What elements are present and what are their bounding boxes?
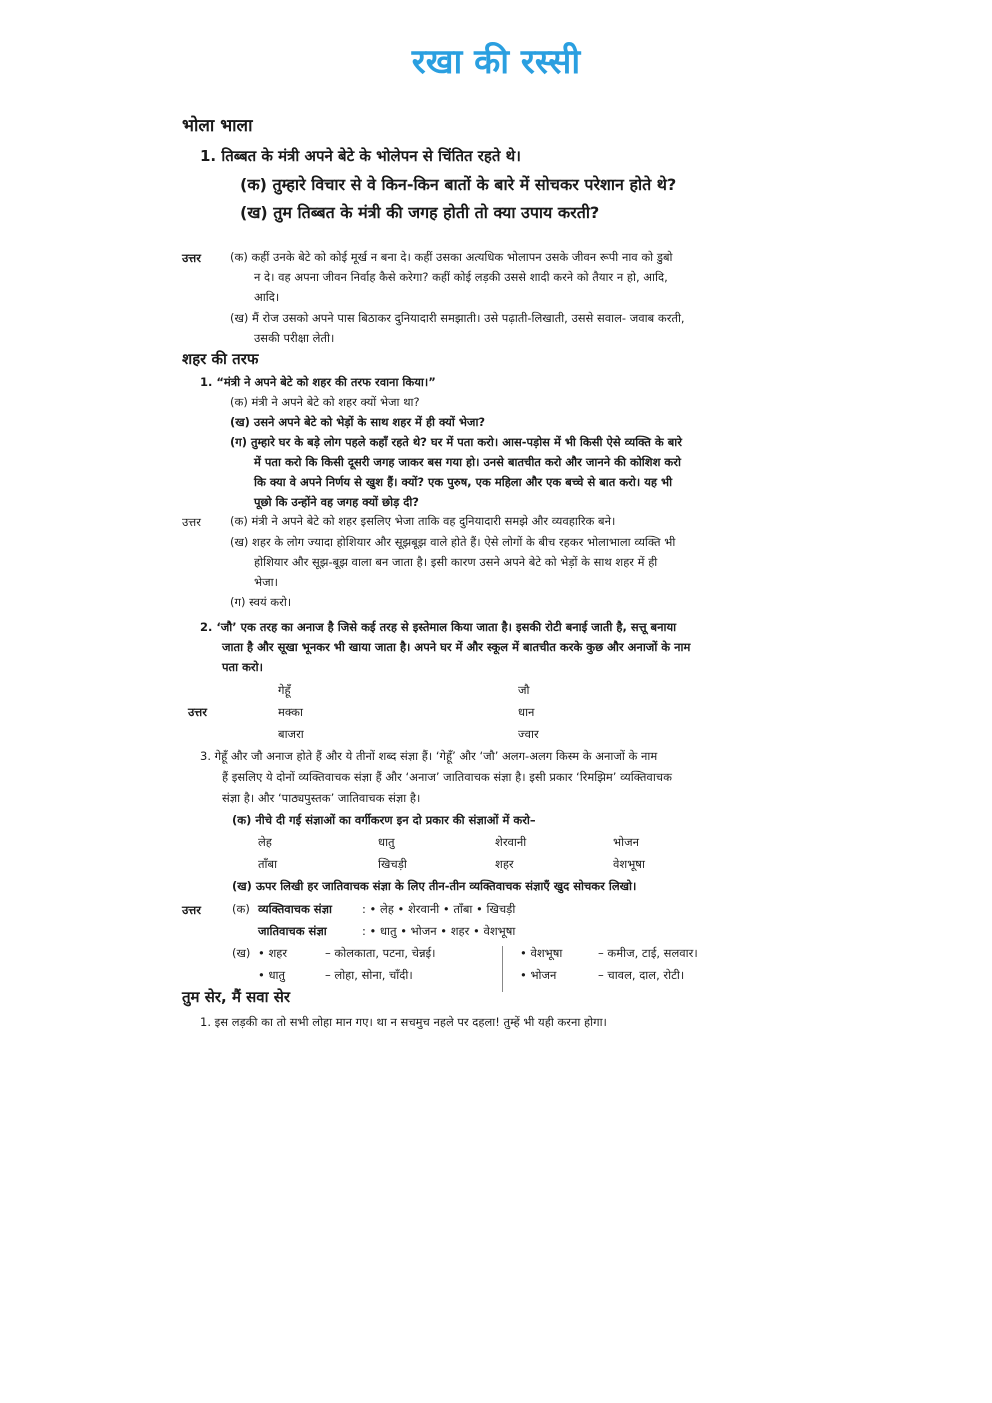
answer-line: : • लेह • शेरवानी • ताँबा • खिचड़ी — [362, 902, 516, 916]
question-line: हैं इसलिए ये दोनों व्यक्तिवाचक संज्ञा हैं और ‘अनाज’ जातिवाचक संज्ञा है। इसी प्रकार ‘रिमझिम’ व्यक्तिवाचक — [222, 770, 672, 784]
answer-term: जातिवाचक संज्ञा — [258, 924, 327, 938]
answer-line: (क) मंत्री ने अपने बेटे को शहर इसलिए भेजा ताकि वह दुनियादारी समझे और व्यवहारिक बने। — [230, 514, 616, 528]
column-divider — [502, 946, 503, 992]
grain: मक्का — [278, 705, 303, 719]
grain: गेहूँ — [278, 683, 291, 697]
noun: भोजन — [613, 835, 639, 849]
answer-line: (ख) मैं रोज उसको अपने पास बिठाकर दुनियादारी समझाती। उसे पढ़ाती-लिखाती, उससे सवाल- जवाब करती, — [230, 311, 685, 325]
answer-line: भेजा। — [254, 575, 278, 589]
question-line: जाता है और सूखा भूनकर भी खाया जाता है। अपने घर में और स्कूल में बातचीत करके कुछ और अनाजों के नाम — [222, 640, 691, 654]
answer-term: व्यक्तिवाचक संज्ञा — [258, 902, 332, 916]
answer-key: • वेशभूषा — [520, 946, 563, 960]
question: 1. इस लड़की का तो सभी लोहा मान गए। था न सचमुच नहले पर दहला! तुम्हें भी यही करना होगा। — [200, 1015, 607, 1029]
section-heading: शहर की तरफ — [182, 350, 259, 368]
answer-value: – लोहा, सोना, चाँदी। — [325, 968, 413, 982]
answer-value: – कमीज, टाई, सलवार। — [598, 946, 698, 960]
question-line: पूछो कि उन्होंने वह जगह क्यों छोड़ दी? — [254, 495, 419, 509]
question-line: कि क्या वे अपने निर्णय से खुश हैं। क्यों? एक पुरुष, एक महिला और एक बच्चे से बात करो। यह भी — [254, 475, 673, 489]
grain: जौ — [518, 683, 530, 697]
question: 1. “मंत्री ने अपने बेटे को शहर की तरफ रवाना किया।” — [200, 375, 436, 389]
answer-label: उत्तर — [182, 903, 201, 917]
noun: शेरवानी — [495, 835, 527, 849]
answer-prefix: (ख) — [232, 946, 251, 960]
question-line: संज्ञा है। और ‘पाठ्यपुस्तक’ जातिवाचक संज्ञा है। — [222, 791, 421, 805]
question: (क) मंत्री ने अपने बेटे को शहर क्यों भेजा था? — [230, 395, 420, 409]
question: (क) नीचे दी गई संज्ञाओं का वर्गीकरण इन दो प्रकार की संज्ञाओं में करो– — [232, 813, 536, 827]
question: (क) तुम्हारे विचार से वे किन-किन बातों के बारे में सोचकर परेशान होते थे? — [240, 175, 677, 194]
question: (ख) उसने अपने बेटे को भेड़ों के साथ शहर में ही क्यों भेजा? — [230, 415, 486, 429]
question-line: 3. गेहूँ और जौ अनाज होते हैं और ये तीनों शब्द संज्ञा हैं। ‘गेहूँ’ और ‘जौ’ अलग-अलग किस्म के अनाजों के नाम — [200, 749, 658, 763]
noun: खिचड़ी — [378, 857, 407, 871]
grain: बाजरा — [278, 727, 304, 741]
answer-line: : • धातु • भोजन • शहर • वेशभूषा — [362, 924, 516, 938]
answer-line: न दे। वह अपना जीवन निर्वाह कैसे करेगा? कहीं कोई लड़की उससे शादी करने को तैयार न हो, आदि, — [254, 270, 668, 284]
answer-label: उत्तर — [182, 251, 201, 265]
question: (ख) ऊपर लिखी हर जातिवाचक संज्ञा के लिए तीन-तीन व्यक्तिवाचक संज्ञाएँ खुद सोचकर लिखो। — [232, 879, 637, 893]
answer-label: उत्तर — [188, 705, 207, 719]
answer-line: उसकी परीक्षा लेती। — [254, 331, 335, 345]
question: (ख) तुम तिब्बत के मंत्री की जगह होती तो क्या उपाय करती? — [240, 203, 600, 222]
answer-value: – कोलकाता, पटना, चेन्नई। — [325, 946, 436, 960]
noun: ताँबा — [258, 857, 278, 871]
question: 1. तिब्बत के मंत्री अपने बेटे के भोलेपन से चिंतित रहते थे। — [200, 147, 521, 165]
answer-label: उत्तर — [182, 515, 201, 529]
answer-line: आदि। — [254, 290, 280, 304]
noun: वेशभूषा — [613, 857, 645, 871]
answer-prefix: (क) — [232, 902, 250, 916]
question-line: में पता करो कि किसी दूसरी जगह जाकर बस गया हो। उनसे बातचीत करो और जानने की कोशिश करो — [254, 455, 681, 469]
question-line: पता करो। — [222, 660, 263, 674]
noun: धातु — [378, 835, 395, 849]
answer-key: • भोजन — [520, 968, 557, 982]
answer-line: होशियार और सूझ-बूझ वाला बन जाता है। इसी कारण उसने अपने बेटे को भेड़ों के साथ शहर में ही — [254, 555, 658, 569]
answer-value: – चावल, दाल, रोटी। — [598, 968, 685, 982]
page-title: रखा की रस्सी — [411, 42, 581, 82]
answer-key: • शहर — [258, 946, 288, 960]
grain: ज्वार — [518, 727, 539, 741]
answer-line: (ख) शहर के लोग ज्यादा होशियार और सूझबूझ वाले होते हैं। ऐसे लोगों के बीच रहकर भोलाभाला व्यक्ति भी — [230, 535, 676, 549]
section-heading: तुम सेर, मैं सवा सेर — [182, 988, 290, 1006]
question-line: (ग) तुम्हारे घर के बड़े लोग पहले कहाँ रहते थे? घर में पता करो। आस-पड़ोस में भी किसी ऐसे व्यक्ति के बारे — [230, 435, 682, 449]
section-heading: भोला भाला — [182, 116, 253, 136]
noun: शहर — [495, 857, 514, 871]
answer-line: (क) कहीं उनके बेटे को कोई मूर्ख न बना दे। कहीं उसका अत्यधिक भोलापन उसके जीवन रूपी नाव को डुबो — [230, 250, 673, 264]
answer-key: • धातु — [258, 968, 286, 982]
question-line: 2. ‘जौ’ एक तरह का अनाज है जिसे कई तरह से इस्तेमाल किया जाता है। इसकी रोटी बनाई जाती है, सत्तू बनाया — [200, 620, 677, 634]
answer-line: (ग) स्वयं करो। — [230, 595, 292, 609]
grain: धान — [518, 705, 535, 719]
noun: लेह — [258, 835, 272, 849]
